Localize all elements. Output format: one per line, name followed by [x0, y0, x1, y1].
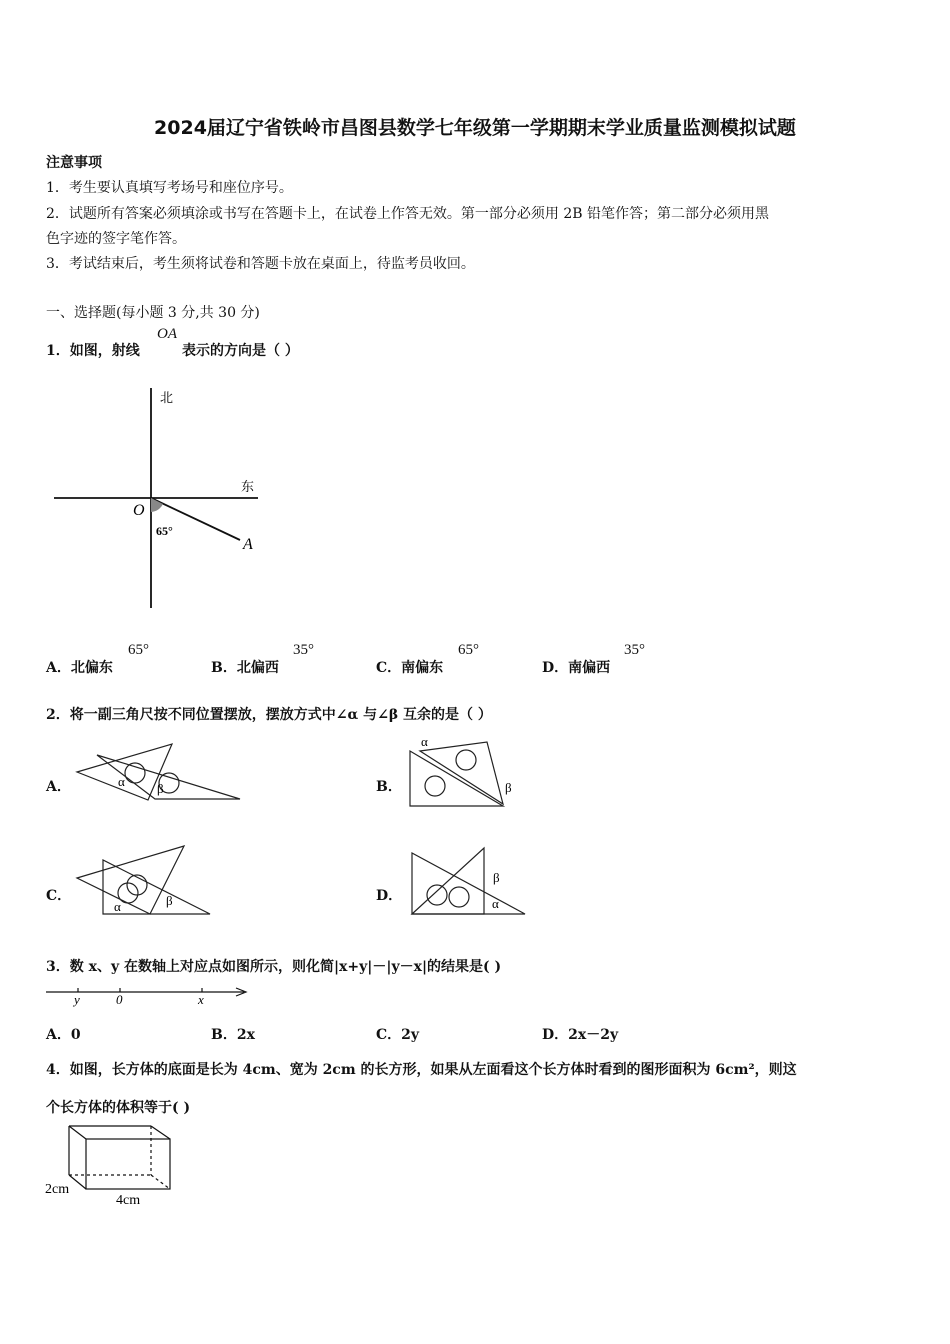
q3-option-d: D．2x－2y — [542, 1027, 619, 1043]
q1-option-d-deg: 35° — [624, 642, 645, 658]
q1-option-a: A．北偏东 — [46, 660, 113, 676]
q4-line-2: 个长方体的体积等于( ) — [46, 1100, 191, 1116]
beta-label: β — [166, 893, 173, 908]
q1-option-b: B．北偏西 — [211, 660, 279, 676]
q1-option-d: D．南偏西 — [542, 660, 611, 676]
notice-item-2-cont: 色字迹的签字笔作答。 — [46, 231, 186, 247]
alpha-label: α — [114, 899, 121, 914]
q3-text: 3．数 x、y 在数轴上对应点如图所示，则化简|x+y|－|y－x|的结果是( ) — [46, 959, 502, 975]
q4-line-1: 4．如图，长方体的底面是长为 4cm、宽为 2cm 的长方形，如果从左面看这个长方体时看到的图形面积为 6cm²，则这 — [46, 1062, 797, 1078]
q2-option-c: C． — [46, 888, 72, 904]
angle-label: 65° — [156, 524, 173, 538]
q2-option-d: D． — [376, 888, 403, 904]
q2-option-a: A． — [46, 779, 71, 795]
q1-option-a-deg: 65° — [128, 642, 149, 658]
alpha-label: α — [492, 896, 499, 911]
notice-heading: 注意事项 — [46, 155, 102, 171]
section-heading: 一、选择题(每小题 3 分,共 30 分) — [46, 305, 260, 321]
q1-option-b-deg: 35° — [293, 642, 314, 658]
beta-label: β — [493, 870, 500, 885]
q3-option-a: A．0 — [46, 1027, 81, 1043]
notice-item-1: 1．考生要认真填写考场号和座位序号。 — [46, 180, 293, 196]
beta-label: β — [505, 780, 512, 795]
origin-label: O — [133, 502, 145, 519]
q1-math-oa: OA — [157, 326, 177, 342]
y-label: y — [74, 992, 80, 1007]
length-label: 4cm — [116, 1193, 141, 1208]
zero-label: 0 — [116, 992, 123, 1007]
q1-suffix: 表示的方向是（ ） — [182, 343, 299, 359]
notice-item-2: 2．试题所有答案必须填涂或书写在答题卡上，在试卷上作答无效。第一部分必须用 2B 铅笔作答；第二部分必须用黑 — [46, 206, 769, 222]
q3-option-b: B．2x — [211, 1027, 255, 1043]
q1-option-c: C．南偏东 — [376, 660, 444, 676]
point-a-label: A — [243, 536, 253, 553]
q3-option-c: C．2y — [376, 1027, 420, 1043]
beta-label: β — [157, 781, 164, 796]
q1-option-c-deg: 65° — [458, 642, 479, 658]
q2-text: 2．将一副三角尺按不同位置摆放，摆放方式中∠α 与∠β 互余的是（ ） — [46, 707, 492, 723]
cuboid-front-face — [86, 1139, 170, 1189]
north-label: 北 — [160, 390, 174, 405]
q1-prefix: 1．如图，射线 — [46, 343, 140, 359]
width-label: 2cm — [45, 1182, 70, 1197]
x-label: x — [198, 992, 204, 1007]
notice-item-3: 3．考试结束后，考生须将试卷和答题卡放在桌面上，待监考员收回。 — [46, 256, 475, 272]
alpha-label: α — [421, 734, 428, 749]
alpha-label: α — [118, 774, 125, 789]
q2-option-b: B． — [376, 779, 402, 795]
east-label: 东 — [241, 479, 255, 494]
page-title: 2024届辽宁省铁岭市昌图县数学七年级第一学期期末学业质量监测模拟试题 — [154, 117, 796, 139]
